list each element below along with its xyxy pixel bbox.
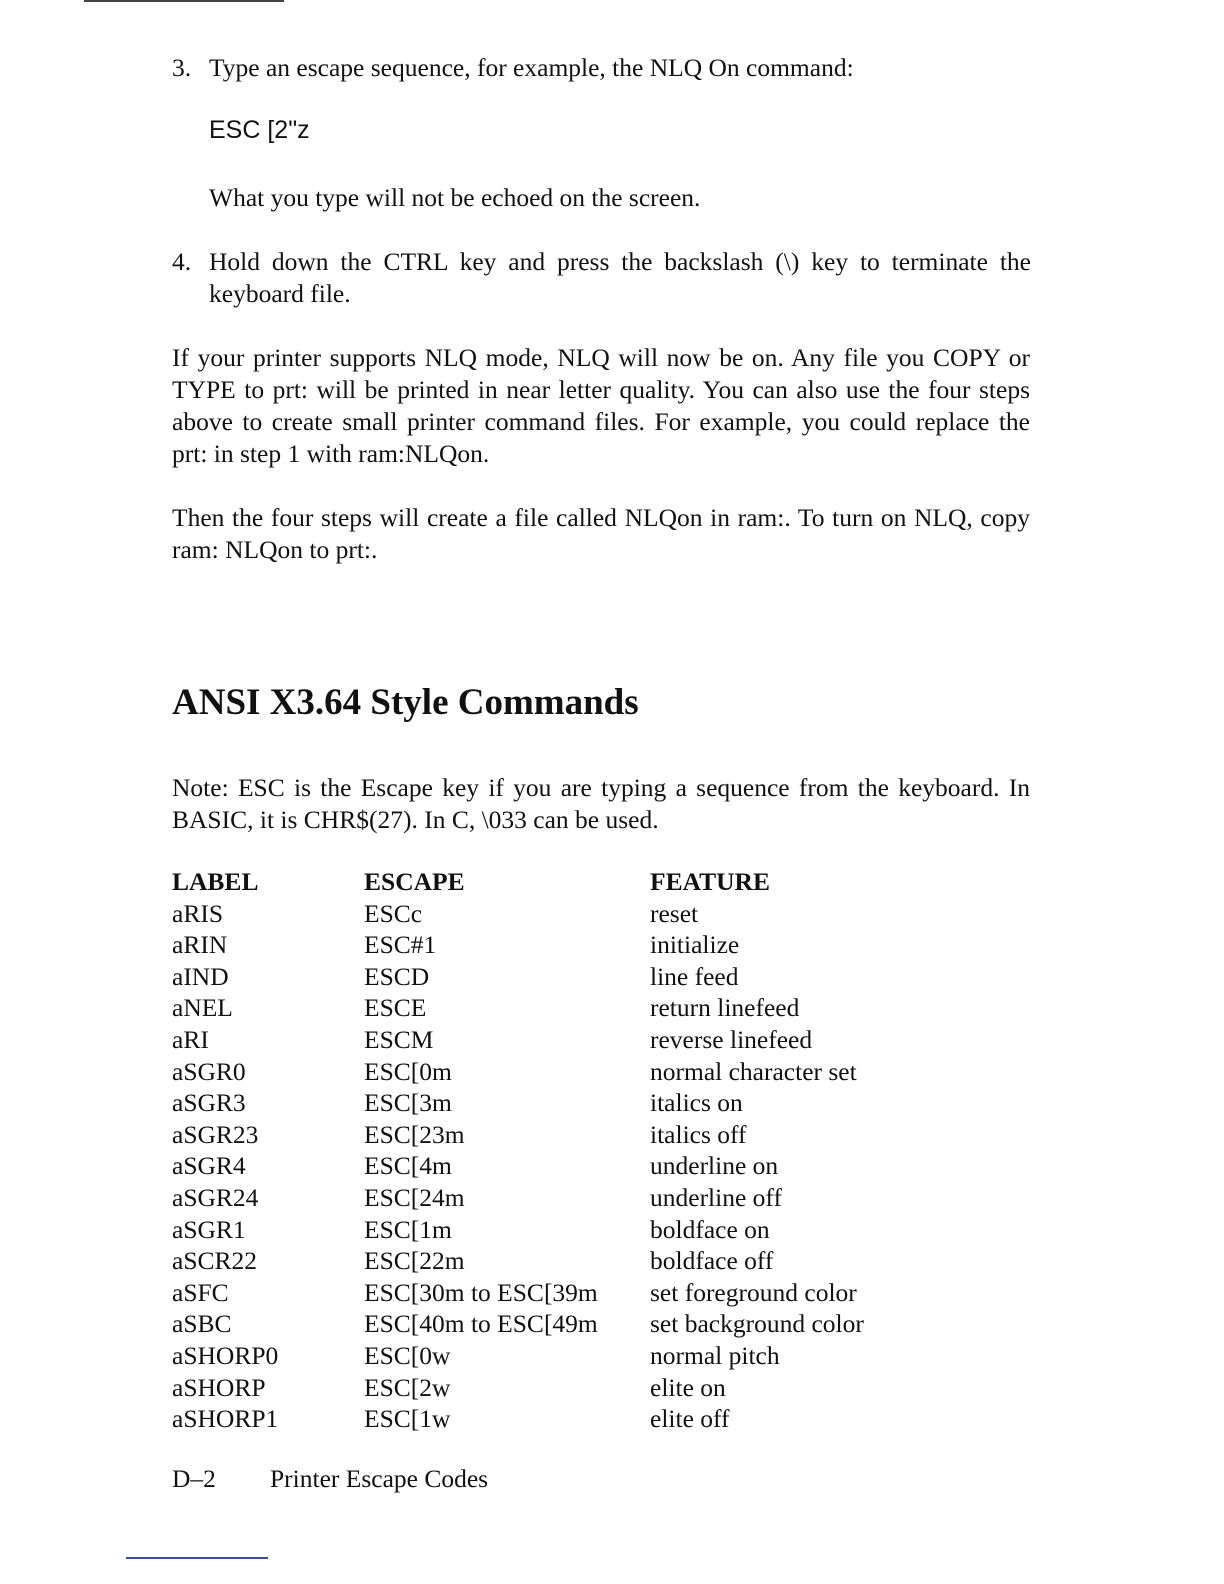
body-paragraph: Then the four steps will create a file called NLQon in ram:. To turn on NLQ, copy ram: NLQon to prt:. [172,503,1030,564]
escape-code: ESC [2"z [209,116,310,144]
cell-feature: underline off [650,1182,782,1212]
cell-feature: normal pitch [650,1340,780,1370]
step-text: Type an escape sequence, for example, the NLQ On command: [209,53,854,82]
cell-label: aSGR0 [172,1056,246,1086]
column-header-label: LABEL [172,867,259,896]
cell-feature: line feed [650,961,739,991]
page-number: D–2 [172,1464,216,1493]
section-note: Note: ESC is the Escape key if you are typing a sequence from the keyboard. In BASIC, it is CHR$(27). In C, \033 can be used. [172,773,1030,834]
cell-feature: set background color [650,1309,864,1339]
bottom-rule [126,1557,268,1559]
cell-feature: set foreground color [650,1277,857,1307]
column-header-feature: FEATURE [650,867,770,896]
table-row [172,1119,864,1151]
cell-label: aSHORP [172,1372,266,1402]
step-number: 3. [172,53,192,82]
cell-escape: ESC[30m to ESC[39m [364,1277,598,1307]
table-row [172,1150,864,1182]
column-header-escape: ESCAPE [364,867,465,896]
cell-escape: ESC[1w [364,1404,451,1434]
table-row [172,992,864,1024]
table-row [172,929,864,961]
cell-escape: ESC[4m [364,1151,452,1181]
cell-feature: boldface on [650,1214,770,1244]
table-row [172,898,864,930]
cell-label: aSFC [172,1277,229,1307]
cell-label: aSGR4 [172,1151,246,1181]
cell-label: aIND [172,961,229,991]
cell-escape: ESC[1m [364,1214,452,1244]
cell-escape: ESC[40m to ESC[49m [364,1309,598,1339]
cell-label: aSGR23 [172,1119,259,1149]
cell-escape: ESC[22m [364,1246,465,1276]
top-rule [84,0,284,2]
cell-escape: ESC[3m [364,1088,452,1118]
cell-label: aSHORP1 [172,1404,279,1434]
cell-feature: reset [650,898,699,928]
cell-escape: ESC[0m [364,1056,452,1086]
cell-label: aRIS [172,898,223,928]
cell-label: aNEL [172,993,233,1023]
table-row [172,1308,864,1340]
cell-escape: ESCc [364,898,423,928]
cell-label: aSGR3 [172,1088,246,1118]
cell-label: aRIN [172,930,228,960]
table-row [172,1340,864,1372]
table-row [172,1403,864,1435]
cell-escape: ESCM [364,1024,434,1054]
section-heading: ANSI X3.64 Style Commands [172,682,639,723]
step-note: What you type will not be echoed on the screen. [209,183,701,212]
cell-escape: ESCD [364,961,430,991]
body-paragraph: If your printer supports NLQ mode, NLQ will now be on. Any file you COPY or TYPE to prt: will be printed in near letter quality. You can also use the four steps above to create small printer command files. For example, you could replace the prt: in step 1 with ram:NLQon. [172,343,1030,468]
table-header-row [172,866,864,898]
table-row [172,1182,864,1214]
cell-feature: return linefeed [650,993,800,1023]
cell-feature: underline on [650,1151,779,1181]
table-row [172,1024,864,1056]
cell-feature: initialize [650,930,740,960]
escape-codes-table [172,866,864,1435]
cell-escape: ESC#1 [364,930,437,960]
cell-feature: normal character set [650,1056,857,1086]
cell-escape: ESC[0w [364,1340,451,1370]
table-row [172,1056,864,1088]
cell-label: aRI [172,1024,209,1054]
cell-escape: ESC[23m [364,1119,465,1149]
step-number: 4. [172,247,192,276]
cell-label: aSHORP0 [172,1340,279,1370]
cell-feature: reverse linefeed [650,1024,813,1054]
cell-feature: boldface off [650,1246,774,1276]
table-row [172,1245,864,1277]
table-row [172,1372,864,1404]
cell-label: aSGR1 [172,1214,246,1244]
cell-label: aSGR24 [172,1182,259,1212]
cell-escape: ESCE [364,993,427,1023]
cell-label: aSCR22 [172,1246,258,1276]
table-row [172,1214,864,1246]
table-row [172,961,864,993]
table-row [172,1277,864,1309]
cell-label: aSBC [172,1309,232,1339]
cell-feature: elite on [650,1372,726,1402]
cell-escape: ESC[2w [364,1372,451,1402]
step-text: Hold down the CTRL key and press the backslash (\) key to terminate the keyboard file. [209,247,1031,308]
table-row [172,1087,864,1119]
cell-feature: italics off [650,1119,747,1149]
cell-feature: elite off [650,1404,730,1434]
cell-escape: ESC[24m [364,1182,465,1212]
footer-title: Printer Escape Codes [270,1464,489,1493]
cell-feature: italics on [650,1088,743,1118]
